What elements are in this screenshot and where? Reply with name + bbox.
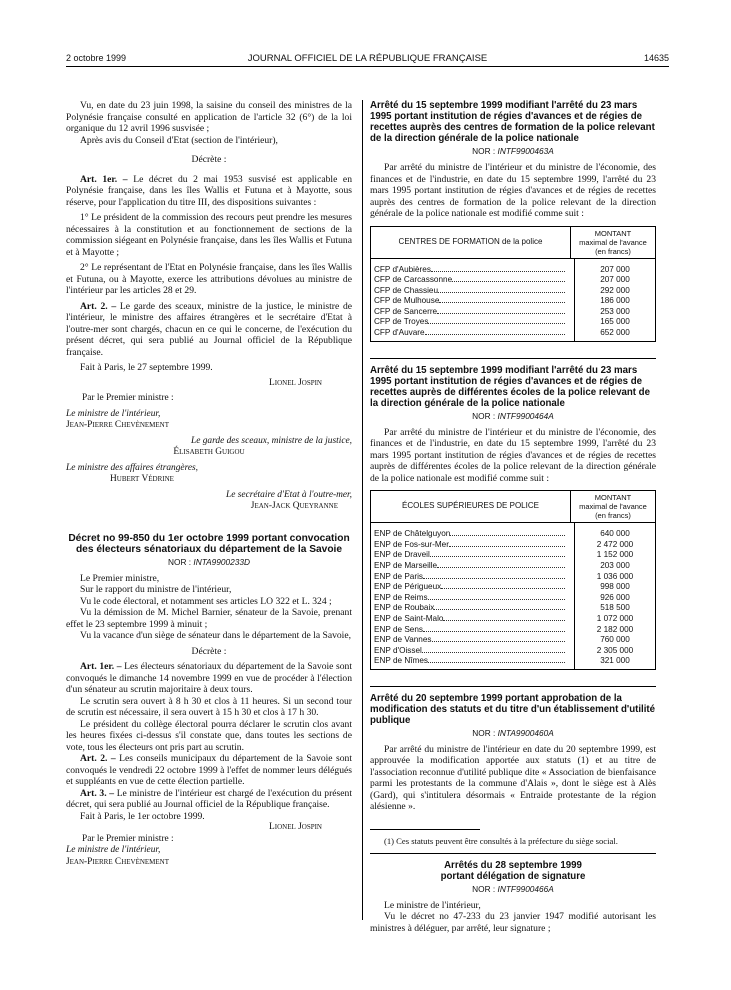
- table-row-value: 207 000: [600, 264, 630, 274]
- header-page-number: 14635: [643, 53, 669, 63]
- paragraph: Le Premier ministre,: [80, 572, 160, 584]
- table-row-name: ENP de Sens: [374, 625, 571, 636]
- table-row-name: ENP de Paris: [374, 572, 571, 583]
- table-row-name: CFP d'Aubières: [374, 265, 571, 276]
- header-rule: [66, 66, 669, 67]
- table-row-name: ENP d'Oissel: [374, 646, 571, 657]
- table-row-name: ENP de Châtelguyon: [374, 529, 571, 540]
- nor-line: NOR : INTF9900464A: [472, 410, 554, 421]
- paragraph: Le ministre de l'intérieur,: [384, 899, 481, 911]
- table-row-name: CFP d'Auvare: [374, 328, 571, 339]
- table-centres-formation: [370, 226, 656, 342]
- header-date: 2 octobre 1999: [66, 53, 127, 63]
- table-row-value: 760 000: [600, 635, 630, 645]
- table-row-name: CFP de Chassieu: [374, 286, 571, 297]
- paragraph: Par arrêté du ministre de l'intérieur et du ministre de l'économie, des finances et de l'industrie, en date du 15 septembre 1999, l'arrêté du 23 mars 1995 portant institution de régies d'avances et de régies de recettes auprès de différentes écoles de la police relevant de la direction générale de la police nationale est modifié comme suit :: [370, 426, 656, 484]
- header-journal-title: JOURNAL OFFICIEL DE LA RÉPUBLIQUE FRANÇAISE: [247, 53, 488, 64]
- table-row-value: 253 000: [600, 306, 630, 316]
- footnote: (1) Ces statuts peuvent être consultés à la préfecture du siège social.: [384, 835, 618, 846]
- table-row-value: 640 000: [600, 529, 630, 539]
- paragraph: 1° Le président de la commission des recours peut prendre les mesures nécessaires à la constitution et au fonctionnement de sections de la commission siégeant en Polynésie française, dans les îles Wallis et Futuna et à Mayotte ;: [66, 212, 352, 258]
- table-row-name: ENP de Nîmes: [374, 656, 571, 667]
- nor-line: NOR : INTA9900460A: [472, 727, 554, 738]
- article-2: Art. 2. – Les conseils municipaux du département de la Savoie sont convoqués le vendredi 22 octobre 1999 à l'effet de nommer leurs délégués et suppléants en vue de cette élection partielle.: [66, 753, 352, 787]
- paragraph: Après avis du Conseil d'Etat (section de l'intérieur),: [80, 134, 278, 146]
- table-row-value: 652 000: [600, 328, 630, 338]
- signature-name: Élisabeth Guigou: [173, 447, 245, 457]
- table-row-value: 203 000: [600, 560, 630, 570]
- table-header: MONTANT maximal de l'avance (en francs): [579, 228, 647, 256]
- arrete-subtitle: portant délégation de signature: [440, 870, 586, 882]
- signature-name: Lionel Jospin: [269, 822, 322, 832]
- article-2: Art. 2. – Le garde des sceaux, ministre de la justice, le ministre de l'intérieur, le ministre des affaires étrangères et le secrétaire d'Etat à l'outre-mer sont chargés, chacun en ce qui le concerne, de l'exécution du présent décret, qui sera publié au Journal officiel de la République française.: [66, 300, 353, 358]
- table-row-value: 186 000: [600, 296, 630, 306]
- table-header: ÉCOLES SUPÉRIEURES DE POLICE: [371, 491, 571, 522]
- table-row-value: 518 500: [600, 603, 630, 613]
- arrete-title: Arrêté du 15 septembre 1999 modifiant l'arrêté du 23 mars 1995 portant institution de régies d'avances et de régies de recettes auprès des centres de formation de la police relevant de la direction générale de la police nationale: [370, 100, 655, 144]
- signature-premier-ministre: Lionel Jospin: [269, 377, 322, 388]
- paragraph: Vu le décret no 47-233 du 23 janvier 1947 modifié autorisant les ministres à déléguer, par arrêté, leur signature ;: [370, 911, 656, 934]
- signature-par: Par le Premier ministre :: [82, 833, 174, 844]
- table-row-value: 998 000: [600, 582, 630, 592]
- table-header: MONTANT maximal de l'avance (en francs): [579, 493, 647, 521]
- table-row-name: CFP de Troyes: [374, 317, 571, 328]
- signature-name: Jean-Pierre Chevènement: [66, 856, 170, 867]
- table-row-value: 926 000: [600, 592, 630, 602]
- signature-name: Jean-Jack Queyranne: [250, 501, 338, 511]
- table-row-value: 1 152 000: [596, 550, 634, 560]
- article-1: Art. 1er. – Les électeurs sénatoriaux du département de la Savoie sont convoqués le dimanche 14 novembre 1999 en vue de procéder à l'élection d'un sénateur au scrutin majoritaire à deux tours.: [66, 661, 352, 695]
- arrete-title: Arrêtés du 28 septembre 1999: [444, 859, 582, 871]
- paragraph: Le scrutin sera ouvert à 8 h 30 et clos à 11 heures. Si un second tour de scrutin est nécessaire, il sera ouvert à 15 h 30 et clos à 17 h 30.: [66, 695, 352, 718]
- table-row-name: ENP de Reims: [374, 593, 571, 604]
- decrete-heading: Décrète :: [191, 645, 227, 657]
- table-row-value: 1 036 000: [596, 571, 634, 581]
- signature-name: Hubert Védrine: [110, 474, 174, 484]
- decrete-heading: Décrète :: [191, 154, 227, 165]
- nor-line: NOR : INTA9900233D: [168, 556, 250, 567]
- table-row-value: 321 000: [600, 656, 630, 666]
- paragraph: Vu, en date du 23 juin 1998, la saisine du conseil des ministres de la Polynésie française consulté en application de l'article 32 (6°) de la loi organique du 12 avril 1996 susvisée ;: [66, 100, 352, 134]
- paragraph: Vu la vacance d'un siège de sénateur dans le département de la Savoie,: [80, 630, 351, 641]
- article-1: Art. 1er. – Le décret du 2 mai 1953 susvisé est applicable en Polynésie française, dans les îles Wallis et Futuna et à Mayotte, sous réserve, pour l'application du titre III, des dispositions suivantes :: [66, 173, 352, 208]
- signature-par: Par le Premier ministre :: [82, 393, 174, 403]
- table-ecoles-police: [370, 490, 656, 670]
- paragraph: Le président du collège électoral pourra déclarer le scrutin clos avant les heures fixées ci-dessus s'il constate que, dans toutes les sections de vote, tous les électeurs ont pris part au scrutin.: [66, 718, 352, 753]
- paragraph: Par arrêté du ministre de l'intérieur et du ministre de l'économie, des finances et de l'industrie, en date du 15 septembre 1999, l'arrêté du 23 mars 1995 portant institution de régies d'avances et de régies de recettes auprès des centres de formation de la police relevant de la direction générale de la police nationale est modifié comme suit :: [370, 162, 656, 219]
- column-divider: [362, 100, 363, 920]
- signature-title: Le garde des sceaux, ministre de la justice,: [191, 435, 352, 446]
- arrete-title: Arrêté du 20 septembre 1999 portant approbation de la modification des statuts et du titre d'un établissement d'utilité publique: [370, 692, 656, 726]
- paragraph: 2° Le représentant de l'Etat en Polynésie française, dans les îles Wallis et Futuna, ou à Mayotte, exerce les attributions dévolues au ministre de l'intérieur par les articles 28 et 29.: [66, 262, 352, 296]
- signature-title: Le ministre des affaires étrangères,: [66, 462, 199, 473]
- table-row-name: CFP de Carcassonne: [374, 275, 571, 286]
- right-column: [370, 100, 656, 934]
- signature-date: Fait à Paris, le 27 septembre 1999.: [80, 362, 213, 373]
- table-row-value: 2 305 000: [596, 645, 634, 655]
- paragraph: Vu la démission de M. Michel Barnier, sénateur de la Savoie, prenant effet le 23 septembre 1999 à minuit ;: [66, 607, 352, 630]
- table-row-name: ENP de Saint-Malo: [374, 614, 571, 625]
- table-row-name: CFP de Mulhouse: [374, 296, 571, 307]
- table-row-value: 1 072 000: [596, 613, 634, 623]
- table-header: CENTRES DE FORMATION de la police: [371, 227, 571, 258]
- nor-line: NOR : INTF9900466A: [472, 883, 554, 894]
- signature-title: Le secrétaire d'Etat à l'outre-mer,: [226, 489, 352, 500]
- signature-date: Fait à Paris, le 1er octobre 1999.: [80, 810, 205, 822]
- table-row-value: 165 000: [600, 317, 630, 327]
- table-row-name: ENP de Roubaix: [374, 603, 571, 614]
- signature-title: Le ministre de l'intérieur,: [66, 408, 161, 419]
- table-row-name: ENP de Draveil: [374, 550, 571, 561]
- paragraph: Par arrêté du ministre de l'intérieur en date du 20 septembre 1999, est approuvée la modification apportée aux statuts (1) et au titre de l'association reconnue d'utilité publique dite « Association de bienfaisance parmi les protestants de la commune d'Alais », dont le siège est à Alès (Gard), qui s'intitulera désormais « Entraide protestante de la région alésienne ».: [370, 743, 656, 813]
- table-row-value: 207 000: [600, 275, 630, 285]
- table-row-value: 2 472 000: [596, 539, 634, 549]
- signature-name: Jean-Pierre Chevènement: [66, 420, 170, 430]
- page-header: [66, 53, 669, 67]
- arrete-title: Arrêté du 15 septembre 1999 modifiant l'arrêté du 23 mars 1995 portant institution de régies d'avances et de régies de recettes auprès de différentes écoles de la police relevant de la direction générale de la police nationale: [370, 364, 650, 409]
- paragraph: Vu le code électoral, et notamment ses articles LO 322 et L. 324 ;: [80, 595, 332, 607]
- article-3: Art. 3. – Le ministre de l'intérieur est chargé de l'exécution du présent décret, qui sera publié au Journal officiel de la République française.: [66, 787, 352, 810]
- signature-title: Le ministre de l'intérieur,: [66, 845, 161, 855]
- paragraph: Sur le rapport du ministre de l'intérieur,: [80, 584, 232, 595]
- table-row-name: ENP de Marseille: [374, 561, 571, 572]
- left-column: [66, 100, 352, 868]
- table-row-value: 2 182 000: [596, 624, 634, 634]
- table-row-value: 292 000: [600, 285, 630, 295]
- table-row-name: ENP de Vannes: [374, 635, 571, 646]
- table-row-name: ENP de Périgueux: [374, 582, 571, 593]
- table-row-name: ENP de Fos-sur-Mer: [374, 540, 571, 551]
- nor-line: NOR : INTF9900463A: [472, 146, 554, 156]
- decret-title: Décret no 99-850 du 1er octobre 1999 portant convocation des électeurs sénatoriaux du département de la Savoie: [68, 532, 350, 555]
- table-row-name: CFP de Sancerre: [374, 307, 571, 318]
